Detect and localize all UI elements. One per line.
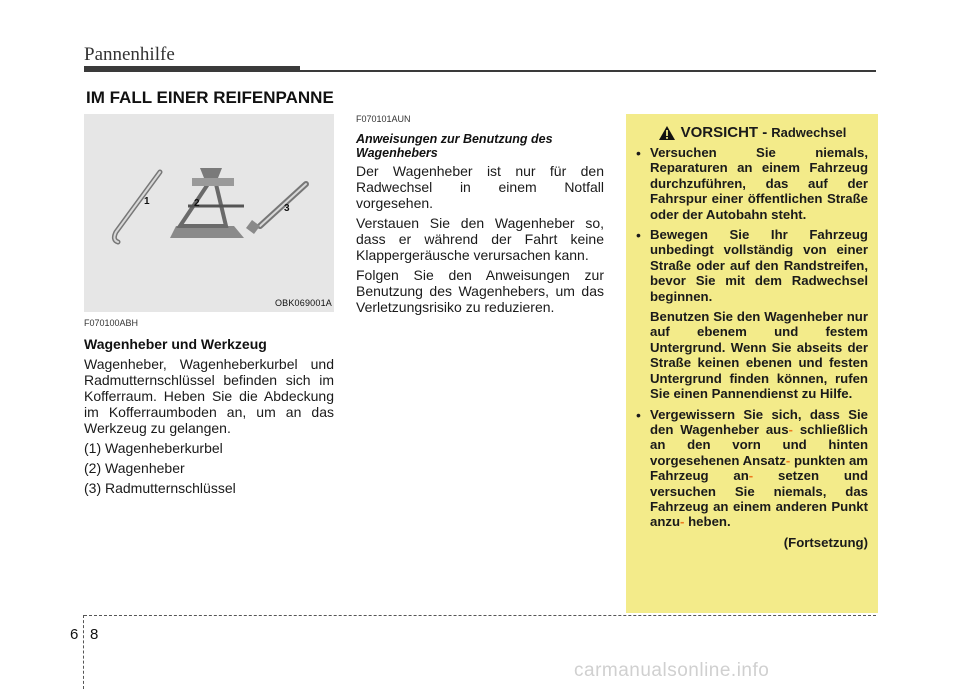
- continued-label: (Fortsetzung): [783, 534, 868, 550]
- caution-item: [636, 227, 868, 401]
- middle-column: [356, 114, 604, 319]
- section-title: IM FALL EINER REIFENPANNE: [86, 88, 334, 107]
- caution-text: • Bewegen Sie Ihr Fahrzeug unbedingt vollständig von einer Straße oder auf den Randstreifen, bevor Sie mit dem Radwechsel beginnen.: [650, 227, 868, 304]
- hyphen-mark: -: [748, 468, 754, 484]
- list-item: (3) Radmutternschlüssel: [84, 480, 236, 496]
- middle-paragraph: Der Wagenheber ist nur für den Radwechsel in einem Notfall vorgesehen.: [356, 163, 604, 211]
- caution-text-part: setzen und versuchen Sie niemals, das Fahrzeug an einem anderen Punkt anzu: [650, 468, 868, 530]
- middle-paragraph: Verstauen Sie den Wagenheber so, dass er während der Fahrt keine Klappergeräusche verursachen kann.: [356, 215, 604, 263]
- page-number: 8: [90, 626, 99, 643]
- left-column: [84, 318, 334, 500]
- caution-subtitle: Radwechsel: [771, 125, 847, 140]
- middle-doc-code: F070101AUN: [356, 114, 411, 124]
- caution-text-part: heben.: [688, 514, 731, 530]
- jack-tools-illustration: [84, 114, 334, 312]
- middle-heading: Anweisungen zur Benutzung des Wagenhebers: [356, 132, 553, 160]
- hyphen-mark: -: [680, 514, 685, 530]
- caution-item: [636, 145, 868, 222]
- caution-text: [650, 407, 868, 530]
- caution-header: [636, 124, 868, 141]
- caution-text-part: schließlich an den vorn und hinten vorgesehenen Ansatz: [650, 421, 868, 468]
- footer-vertical-rule: [83, 615, 84, 689]
- caution-text: Benutzen Sie den Wagenheber nur auf ebenem und festem Untergrund. Wenn Sie abseits der Straße keinen ebenen und festen Untergrund finden können, rufen Sie einen Pannendienst zu Hilfe.: [650, 309, 868, 402]
- figure-code: OBK069001A: [274, 298, 332, 308]
- footer-rule: [84, 615, 876, 616]
- tools-figure: [84, 114, 334, 312]
- chapter-title: Pannenhilfe: [84, 44, 175, 65]
- header-rule-thick: [84, 66, 300, 72]
- caution-item: [636, 407, 868, 530]
- middle-paragraph: Folgen Sie den Anweisungen zur Benutzung des Wagenhebers, um das Verletzungsrisiko zu reduzieren.: [356, 267, 604, 315]
- header-rule-thin: [300, 70, 876, 72]
- caution-list: [636, 145, 868, 530]
- left-heading: Wagenheber und Werkzeug: [84, 336, 267, 352]
- callout-3: 3: [284, 203, 290, 214]
- caution-box: [626, 114, 878, 613]
- tool-list: [84, 440, 334, 496]
- hyphen-mark: -: [785, 452, 791, 468]
- hyphen-mark: -: [788, 421, 793, 437]
- section-number: 6: [70, 626, 79, 643]
- callout-2: 2: [194, 198, 200, 209]
- left-body: Wagenheber, Wagenheberkurbel und Radmutternschlüssel befinden sich im Kofferraum. Heben Sie die Abdeckung im Kofferraumboden an, um an das Werkzeug zu gelangen.: [84, 356, 334, 436]
- caution-text-part: punkten am Fahrzeug an: [650, 452, 869, 484]
- caution-title: VORSICHT -: [680, 124, 768, 141]
- caution-text-part: Vergewissern Sie sich, dass Sie den Wagenheber aus: [650, 406, 868, 437]
- left-doc-code: F070100ABH: [84, 318, 139, 328]
- caution-text: • Versuchen Sie niemals, Reparaturen an einem Fahrzeug durchzuführen, das auf der Fahrspur einer öffentlichen Straße oder der Autobahn steht.: [650, 145, 868, 222]
- list-item: (2) Wagenheber: [84, 460, 185, 476]
- list-item: (1) Wagenheberkurbel: [84, 440, 223, 456]
- warning-triangle-icon: [658, 125, 676, 141]
- callout-1: 1: [144, 196, 150, 207]
- watermark: carmanualsonline.info: [574, 660, 770, 681]
